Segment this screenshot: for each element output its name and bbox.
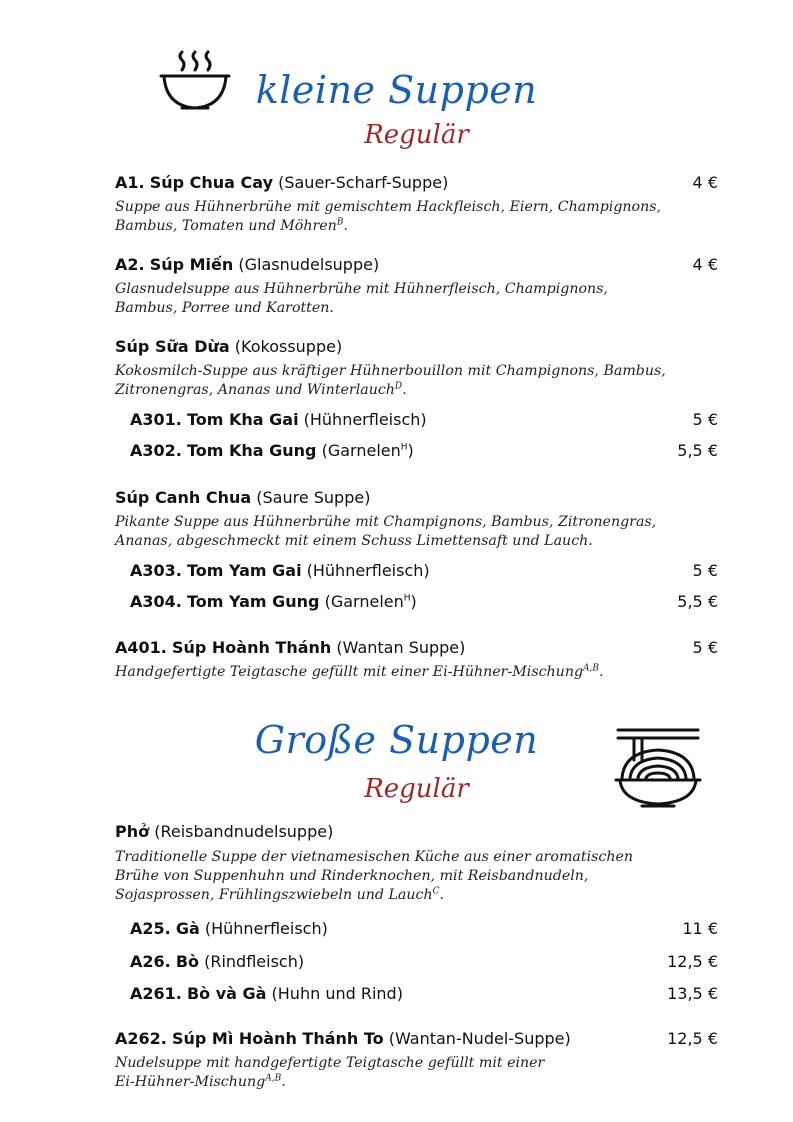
item-price: 4 € xyxy=(692,173,718,192)
section-subtitle-kleine: Regulär xyxy=(364,120,469,150)
menu-item-a1 xyxy=(115,171,718,195)
allergen-mark: H xyxy=(400,442,408,453)
allergen-mark: H xyxy=(403,593,411,604)
item-code: A25. xyxy=(130,919,171,938)
item-name: Súp Mì Hoành Thánh To xyxy=(171,1029,384,1048)
menu-group-canh-chua xyxy=(115,486,718,510)
section-subtitle-grosse: Regulär xyxy=(364,774,469,804)
item-code: A261. xyxy=(130,984,182,1003)
menu-item-a301 xyxy=(130,408,718,432)
menu-item-a302 xyxy=(130,439,718,463)
item-name: Tom Kha Gai xyxy=(186,410,299,429)
menu-group-pho xyxy=(115,820,718,844)
item-note: (Hühnerfleisch) xyxy=(303,410,427,429)
item-note: (Wantan Suppe) xyxy=(336,638,466,657)
item-description-a401: Handgefertigte Teigtasche gefüllt mit einer Ei-Hühner-Mischung$^{A,B}$. xyxy=(115,663,604,680)
item-code: A303. xyxy=(130,561,182,580)
item-code: A262. xyxy=(115,1029,167,1048)
item-price: 12,5 € xyxy=(667,952,718,971)
item-price: 5 € xyxy=(692,561,718,580)
item-price: 5,5 € xyxy=(677,441,718,460)
item-code: A1. xyxy=(115,173,145,192)
item-price: 4 € xyxy=(692,255,718,274)
item-code: A302. xyxy=(130,441,182,460)
item-name: Súp Miến xyxy=(149,255,234,274)
menu-group-kokos xyxy=(115,335,718,359)
item-note: (Saure Suppe) xyxy=(256,488,371,507)
item-name: Tom Yam Gai xyxy=(186,561,302,580)
item-name: Bò xyxy=(175,952,200,971)
item-name: Súp Chua Cay xyxy=(149,173,273,192)
item-note: (Garnelen$^H$) xyxy=(324,592,417,611)
item-code: A301. xyxy=(130,410,182,429)
item-name: Bò và Gà xyxy=(186,984,267,1003)
item-note: (Garnelen$^H$) xyxy=(321,441,414,460)
item-price: 5,5 € xyxy=(677,592,718,611)
menu-item-a303 xyxy=(130,559,718,583)
menu-item-a262 xyxy=(115,1027,718,1051)
item-note: (Huhn und Rind) xyxy=(271,984,403,1003)
section-title-kleine: kleine Suppen xyxy=(255,68,538,112)
item-code: A304. xyxy=(130,592,182,611)
allergen-mark: A,B xyxy=(265,1073,282,1084)
item-description-pho: Traditionelle Suppe der vietnamesischen Küche aus einer aromatischen Brühe von Suppenhuhn und Rinderknochen, mit Reisbandnudeln, Sojasprossen, Frühlingszwiebeln und Lauch$^C$. xyxy=(115,849,634,903)
menu-item-a26 xyxy=(130,950,718,974)
noodle-bowl-icon xyxy=(612,726,704,810)
item-price: 11 € xyxy=(682,919,718,938)
menu-item-a261 xyxy=(130,982,718,1006)
allergen-mark: A,B xyxy=(583,663,600,674)
item-price: 5 € xyxy=(692,638,718,657)
item-price: 12,5 € xyxy=(667,1029,718,1048)
section-title-grosse: Große Suppen xyxy=(254,718,539,762)
item-note: (Rindfleisch) xyxy=(204,952,305,971)
item-description-a262: Nudelsuppe mit handgefertigte Teigtasche gefüllt mit einer Ei-Hühner-Mischung$^{A,B}$. xyxy=(115,1055,545,1090)
item-name: Súp Sữa Dừa xyxy=(115,337,230,356)
allergen-mark: D xyxy=(394,381,403,392)
item-name: Súp Hoành Thánh xyxy=(171,638,332,657)
item-note: (Sauer-Scharf-Suppe) xyxy=(278,173,449,192)
item-description-canh-chua: Pikante Suppe aus Hühnerbrühe mit Champignons, Bambus, Zitronengras, Ananas, abgeschmeckt mit einem Schuss Limettensaft und Lauch. xyxy=(115,514,657,549)
item-name: Tom Kha Gung xyxy=(186,441,317,460)
item-note: (Reisbandnudelsuppe) xyxy=(154,822,334,841)
item-code: A26. xyxy=(130,952,171,971)
item-note: (Glasnudelsuppe) xyxy=(238,255,380,274)
item-note: (Hühnerfleisch) xyxy=(204,919,328,938)
allergen-mark: B xyxy=(336,217,344,228)
item-price: 13,5 € xyxy=(667,984,718,1003)
item-name: Tom Yam Gung xyxy=(186,592,320,611)
menu-item-a25 xyxy=(130,917,718,941)
item-note: (Kokossuppe) xyxy=(234,337,343,356)
item-description-a2: Glasnudelsuppe aus Hühnerbrühe mit Hühnerfleisch, Champignons, Bambus, Porree und Karotten. xyxy=(115,281,608,316)
item-name: Gà xyxy=(175,919,200,938)
menu-item-a2 xyxy=(115,253,718,277)
item-note: (Wantan-Nudel-Suppe) xyxy=(388,1029,571,1048)
menu-item-a304 xyxy=(130,590,718,614)
item-code: A2. xyxy=(115,255,145,274)
menu-item-a401 xyxy=(115,636,718,660)
item-price: 5 € xyxy=(692,410,718,429)
item-code: A401. xyxy=(115,638,167,657)
item-note: (Hühnerfleisch) xyxy=(306,561,430,580)
allergen-mark: C xyxy=(432,886,440,897)
item-description-kokos: Kokosmilch-Suppe aus kräftiger Hühnerbouillon mit Champignons, Bambus, Zitronengras, Ananas und Winterlauch$^D$. xyxy=(115,363,666,398)
item-description-a1: Suppe aus Hühnerbrühe mit gemischtem Hackfleisch, Eiern, Champignons, Bambus, Tomaten und Möhren$^B$. xyxy=(115,199,662,234)
item-name: Phở xyxy=(115,822,150,841)
item-name: Súp Canh Chua xyxy=(115,488,252,507)
